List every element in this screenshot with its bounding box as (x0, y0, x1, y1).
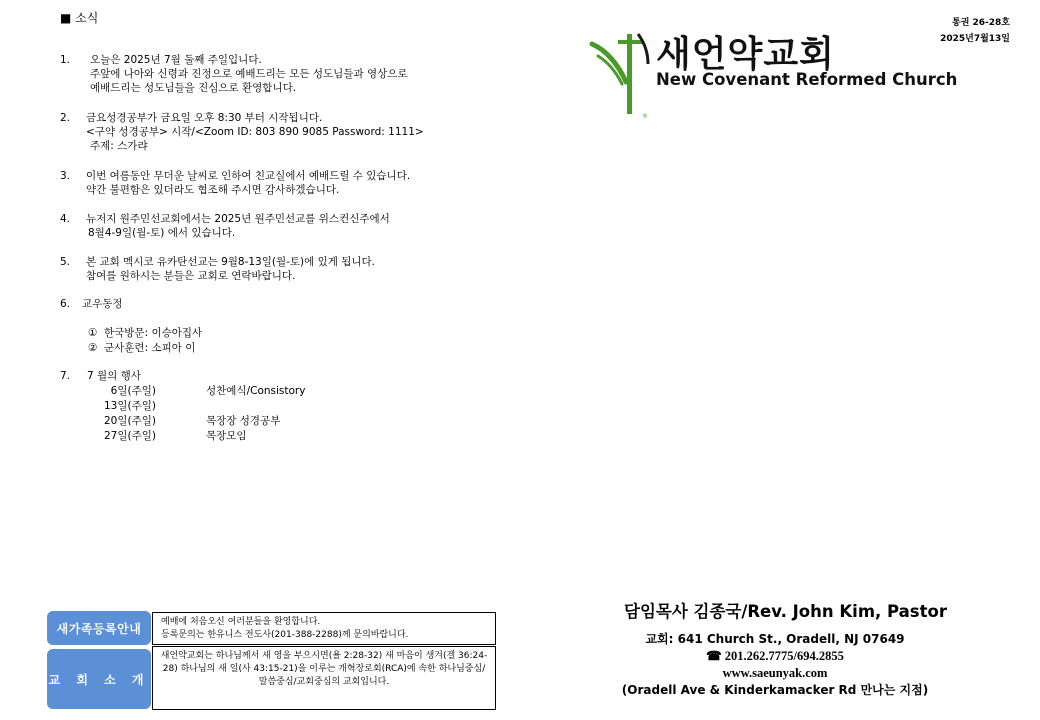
church-intro-tag: 교 회 소 개 (47, 649, 151, 709)
news-item-number: 2. (60, 112, 71, 124)
news-item-number: 4. (60, 213, 71, 225)
issue-volume: 통권 26-28호 (952, 18, 1010, 28)
church-intro-box (152, 646, 496, 710)
church-location: (Oradell Ave & Kinderkamacker Rd 만나는 지점) (621, 683, 929, 697)
newcomer-box (152, 612, 496, 645)
svg-text:®: ® (642, 113, 648, 120)
pastor-name: 담임목사 김종국/Rev. John Kim, Pastor (624, 602, 947, 621)
list-marker: ② (88, 342, 98, 354)
church-contact (620, 631, 930, 699)
church-website: www.saeunyak.com (722, 666, 828, 680)
news-item-line: 약간 불편함은 있더라도 협조해 주시면 감사하겠습니다. (86, 184, 340, 196)
member-news-item (88, 341, 202, 356)
church-intro-text: 새언약교회는 하나님께서 새 영을 부으시면(욜 2:28-32) 새 마음이 생겨(겔 36:24-28) 하나님의 새 일(사 43:15-21)을 이루는 개혁장로회(RCA)에 속한 하나님중심/말씀중심/교회중심의 교회입니다. (160, 651, 488, 687)
news-item (60, 369, 141, 383)
news-item (60, 212, 390, 240)
event-date: 13일(주일) (104, 400, 156, 412)
news-item (60, 169, 410, 197)
newcomer-tag: 새가족등록안내 (47, 611, 151, 645)
news-item-line: 주제: 스가랴 (90, 140, 148, 152)
news-item (60, 297, 123, 311)
news-item (60, 111, 424, 153)
church-logo (588, 30, 988, 122)
news-item-line: 8월4-9일(월-토) 에서 있습니다. (88, 227, 236, 239)
member-news-list (88, 326, 202, 356)
event-description: 성찬예식/Consistory (206, 385, 306, 397)
news-item-number: 5. (60, 256, 71, 268)
news-item-line: 교우동정 (82, 298, 123, 310)
news-item (60, 53, 408, 95)
church-phone: ☎ 201.262.7775/694.2855 (706, 649, 844, 663)
event-date: 6일(주일) (104, 385, 156, 397)
news-item-line: 주앞에 나아와 신령과 진정으로 예배드리는 모든 성도님들과 영상으로 (90, 68, 408, 80)
event-date: 20일(주일) (104, 415, 156, 427)
member-news-text: 군사훈련: 소피아 이 (104, 342, 196, 354)
news-section-title: ■ 소식 (60, 11, 99, 25)
list-marker: ① (88, 327, 98, 339)
newcomer-line: 예배에 처음오신 여러분들을 환영합니다. (161, 617, 321, 627)
news-item-line: 뉴저지 원주민선교회에서는 2025년 원주민선교를 위스컨신주에서 (86, 213, 390, 225)
cross-dove-icon (588, 30, 654, 122)
news-item-line: 예배드리는 성도님들을 진심으로 환영합니다. (90, 82, 297, 94)
news-item-number: 7. (60, 370, 71, 382)
news-item-line: 오늘은 2025년 7월 둘째 주일입니다. (90, 54, 262, 66)
news-item-line: 참여를 원하시는 분들은 교회로 연락바랍니다. (86, 270, 296, 282)
event-date: 27일(주일) (104, 430, 156, 442)
news-item-line: 금요성경공부가 금요일 오후 8:30 부터 시작됩니다. (86, 112, 323, 124)
news-item-line: 본 교회 멕시코 유카탄선교는 9월8-13일(월-토)에 있게 됩니다. (86, 256, 376, 268)
news-item-number: 6. (60, 298, 71, 310)
event-description: 목장모임 (206, 430, 247, 442)
news-item (60, 255, 375, 283)
news-item-line: 이번 여름동안 무더운 날씨로 인하여 친교실에서 예배드릴 수 있습니다. (86, 170, 411, 182)
church-address: 교회: 641 Church St., Oradell, NJ 07649 (645, 632, 905, 646)
issue-date: 2025년7월13일 (940, 34, 1010, 44)
newcomer-line: 등록문의는 한유니스 전도사(201-388-2288)께 문의바랍니다. (161, 630, 409, 640)
news-item-line: 7 월의 행사 (87, 370, 141, 382)
news-item-number: 3. (60, 170, 71, 182)
logo-korean-name: 새언약교회 (656, 34, 835, 75)
news-item-number: 1. (60, 54, 71, 66)
member-news-item (88, 326, 202, 341)
news-item-line: <구약 성경공부> 시작/<Zoom ID: 803 890 9085 Password: 1111> (86, 126, 424, 138)
member-news-text: 한국방문: 이승아집사 (104, 327, 203, 339)
event-description: 목장장 성경공부 (206, 415, 281, 427)
logo-english-name: New Covenant Reformed Church (656, 70, 958, 89)
